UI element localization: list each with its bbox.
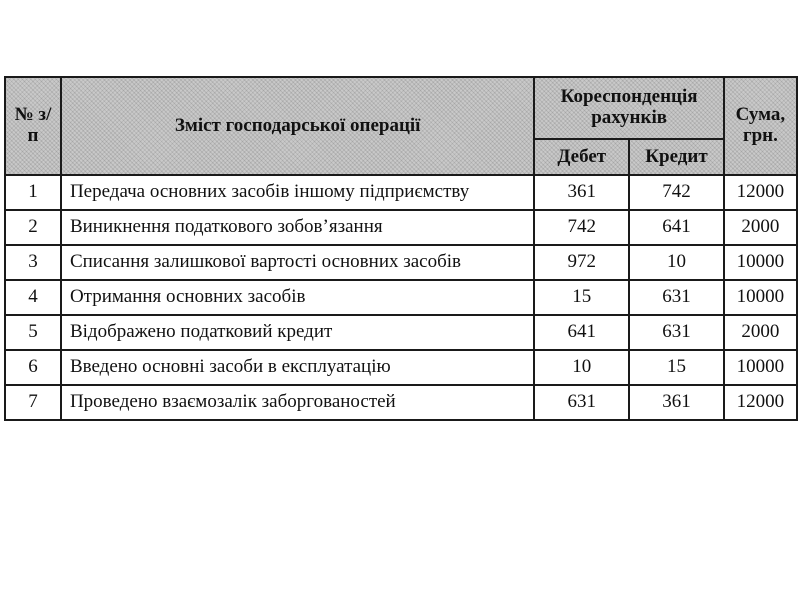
cell-debit: 972 [534, 245, 629, 280]
cell-credit: 10 [629, 245, 724, 280]
operations-table-container [4, 76, 798, 421]
header-debit: Дебет [534, 139, 629, 175]
cell-description: Списання залишкової вартості основних засобів [61, 245, 534, 280]
cell-description: Отримання основних засобів [61, 280, 534, 315]
cell-sum: 10000 [724, 245, 797, 280]
cell-num: 7 [5, 385, 61, 420]
table-row [5, 210, 797, 245]
cell-description: Передача основних засобів іншому підприємству [61, 175, 534, 210]
cell-num: 2 [5, 210, 61, 245]
cell-credit: 15 [629, 350, 724, 385]
header-correspondence: Кореспонденція рахунків [534, 77, 723, 139]
operations-table [4, 76, 798, 421]
cell-credit: 641 [629, 210, 724, 245]
cell-num: 5 [5, 315, 61, 350]
header-credit: Кредит [629, 139, 724, 175]
table-header [5, 77, 797, 175]
table-row [5, 245, 797, 280]
header-num: № з/п [5, 77, 61, 175]
cell-sum: 10000 [724, 280, 797, 315]
cell-credit: 631 [629, 280, 724, 315]
cell-credit: 361 [629, 385, 724, 420]
cell-num: 3 [5, 245, 61, 280]
cell-debit: 15 [534, 280, 629, 315]
cell-sum: 12000 [724, 385, 797, 420]
cell-debit: 361 [534, 175, 629, 210]
cell-num: 1 [5, 175, 61, 210]
table-row [5, 175, 797, 210]
cell-description: Виникнення податкового зобов’язання [61, 210, 534, 245]
cell-credit: 631 [629, 315, 724, 350]
header-sum: Сума, грн. [724, 77, 797, 175]
table-row [5, 315, 797, 350]
cell-num: 6 [5, 350, 61, 385]
cell-description: Проведено взаємозалік заборгованостей [61, 385, 534, 420]
cell-sum: 2000 [724, 210, 797, 245]
cell-debit: 10 [534, 350, 629, 385]
cell-sum: 10000 [724, 350, 797, 385]
cell-sum: 12000 [724, 175, 797, 210]
cell-description: Відображено податковий кредит [61, 315, 534, 350]
cell-debit: 742 [534, 210, 629, 245]
table-row [5, 350, 797, 385]
cell-sum: 2000 [724, 315, 797, 350]
header-description: Зміст господарської операції [61, 77, 534, 175]
cell-description: Введено основні засоби в експлуатацію [61, 350, 534, 385]
table-row [5, 280, 797, 315]
table-body [5, 175, 797, 420]
cell-credit: 742 [629, 175, 724, 210]
table-row [5, 385, 797, 420]
cell-debit: 631 [534, 385, 629, 420]
cell-num: 4 [5, 280, 61, 315]
cell-debit: 641 [534, 315, 629, 350]
